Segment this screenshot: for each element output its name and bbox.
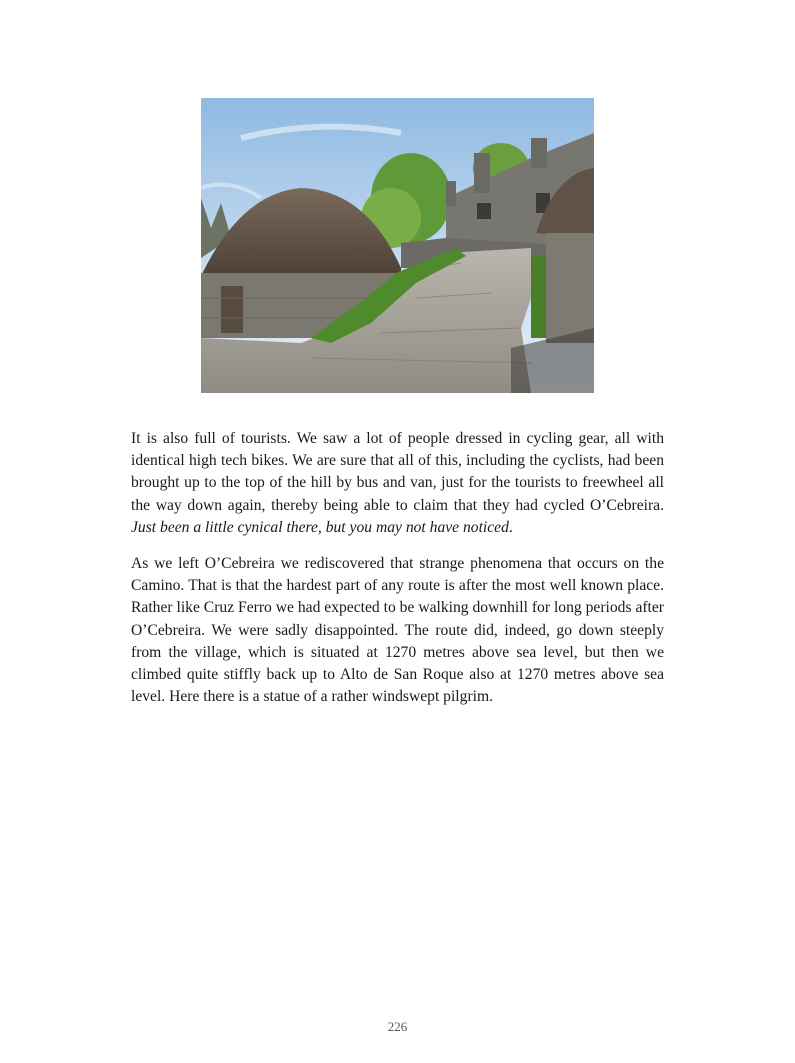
- paragraph-tourists: It is also full of tourists. We saw a lot of people dressed in cycling gear, all with identical high tech bikes. We are sure that all of this, including the cyclists, had been brought up to the top of the hill by bus and van, just for the tourists to freewheel all the way down again, thereby being able to claim that they had cycled O’Cebreira. Just been a little cynical there, but you may not have noticed.: [131, 430, 664, 536]
- paragraph-leaving-cebreira: As we left O’Cebreira we rediscovered that strange phenomena that occurs on the Camino. That is that the hardest part of any route is after the most well known place. Rather like Cruz Ferro we had expected to be walking downhill for long periods after O’Cebreira. We were sadly disappointed. The route did, indeed, go down steeply from the village, which is situated at 1270 metres above sea level, but then we climbed quite stiffly back up to Alto de San Roque also at 1270 metres above sea level. Here there is a statue of a rather windswept pilgrim.: [131, 555, 664, 706]
- italic-aside: Just been a little cynical there, but you may not have noticed: [131, 518, 509, 536]
- body-text: [131, 428, 664, 722]
- village-photo: [201, 98, 594, 393]
- page-number: 226: [387, 1019, 408, 1034]
